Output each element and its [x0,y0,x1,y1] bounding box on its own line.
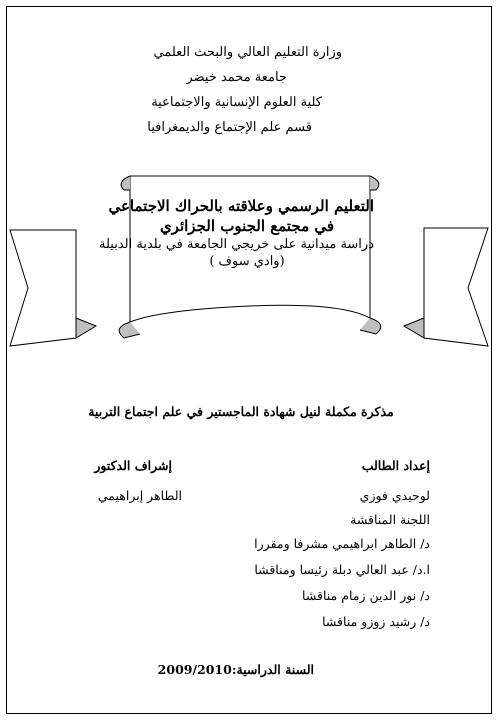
supervisor-label: إشراف الدكتور [94,458,172,473]
thesis-subtitle-line1: دراسة ميدانية على خريجي الجامعة في بلدية الدبيلة [99,237,374,252]
thesis-title-line1: التعليم الرسمي وعلاقته بالحراك الاجتماعي [108,197,374,215]
faculty-name: كلية العلوم الإنسانية والاجتماعية [151,95,322,110]
committee-member: د/ نور الدين زمام مناقشا [302,588,430,603]
thesis-subtitle-line2: (وادي سوف ) [209,254,285,269]
ministry-name: وزارة التعليم العالي والبحث العلمي [153,45,342,60]
thesis-title-line2: في مجتمع الجنوب الجزائري [159,217,335,235]
student-label: إعداد الطالب [361,458,430,473]
degree-statement: مذكرة مكملة لنيل شهادة الماجستير في علم اجتماع التربية [88,404,394,419]
committee-member: ا.د/ عبد العالي دبلة رئيسا ومناقشا [254,562,430,577]
committee-member: د/ رشيد زوزو مناقشا [322,614,430,629]
student-name: لوحيدي فوزي [359,488,430,503]
university-name: جامعة محمد خيضر [186,70,287,85]
academic-year: السنة الدراسية:2009/2010 [157,662,314,677]
committee-member: د/ الطاهر ابراهيمي مشرفا ومقررا [254,536,430,551]
committee-label: اللجنة المناقشة [350,512,430,527]
supervisor-name: الطاهر إبراهيمي [97,488,182,503]
thesis-title-block [99,196,374,270]
department-name: قسم علم الإجتماع والديمغرافيا [147,120,312,135]
